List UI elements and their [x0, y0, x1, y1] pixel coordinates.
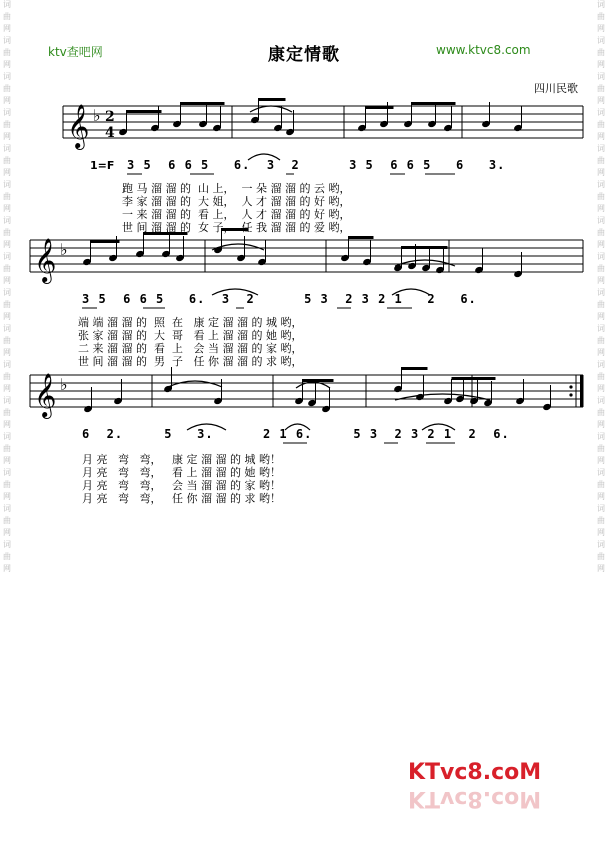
note-beam: [181, 102, 225, 105]
note-beam: [402, 367, 428, 370]
slur: [395, 260, 455, 266]
song-title: 康定情歌: [268, 45, 340, 65]
jianpu-line-1: 3 5 6 6 5 6. 3 2 3 5 6 6 5 6 3.: [127, 158, 506, 172]
note-beam: [452, 377, 496, 380]
treble-clef-icon: 𝄞: [34, 238, 57, 282]
site-logo-reflection: KTvc8.coM: [408, 786, 542, 811]
note-beam: [127, 110, 162, 113]
lyrics-line3-verse2: 月 亮 弯 弯， 看 上 溜 溜 的 她 哟！: [82, 466, 281, 479]
lyrics-line3-verse4: 月 亮 弯 弯， 任 你 溜 溜 的 求 哟！: [82, 492, 281, 505]
lyrics-line2-verse3: 二 来 溜 溜 的 看 上 会 当 溜 溜 的 家 哟，: [78, 342, 303, 355]
note-beam: [91, 240, 120, 243]
slur: [168, 381, 222, 387]
lyrics-line1-verse4: 世 间 溜 溜 的 女 子， 任 我 溜 溜 的 爱 哟，: [122, 221, 351, 234]
site-url-right[interactable]: www.ktvc8.com: [436, 43, 531, 57]
right-watermark-strip: 词 曲 网 词 曲 网 词 曲 网 词 曲 网 词 曲 网 词 曲 网 词 曲 网 词 曲 网 词 曲 网 词 曲 网 词 曲 网 词 曲 网 词 曲 网 词 曲 网 词 曲 网 词 曲 网: [597, 0, 605, 573]
flat-icon: ♭: [60, 240, 68, 259]
final-barline: [580, 375, 583, 407]
treble-clef-icon: 𝄞: [67, 104, 90, 148]
lyrics-line1-verse1: 跑 马 溜 溜 的 山 上， 一 朵 溜 溜 的 云 哟，: [122, 182, 351, 195]
jianpu-line-2: 3 5 6 6 5 6. 3 2 5 3 2 3 2 1 2 6.: [82, 292, 477, 306]
lyrics-line1-verse3: 一 来 溜 溜 的 看 上， 人 才 溜 溜 的 好 哟，: [122, 208, 351, 221]
song-attribution: 四川民歌: [534, 82, 578, 95]
note-beam: [303, 379, 334, 382]
lyrics-line2-verse4: 世 间 溜 溜 的 男 子 任 你 溜 溜 的 求 哟，: [78, 355, 303, 368]
slur: [250, 106, 292, 112]
lyrics-line1-verse2: 李 家 溜 溜 的 大 姐， 人 才 溜 溜 的 好 哟，: [122, 195, 351, 208]
flat-icon: ♭: [60, 375, 68, 394]
time-sig-top: 2: [105, 109, 115, 125]
time-sig-bottom: 4: [105, 125, 115, 141]
note-beam: [349, 236, 374, 239]
note-beam: [259, 98, 286, 101]
treble-clef-icon: 𝄞: [34, 373, 57, 417]
flat-icon: ♭: [93, 106, 101, 125]
repeat-dot: [569, 385, 572, 388]
site-name-left[interactable]: ktv查吧网: [48, 45, 103, 59]
lyrics-line2-verse2: 张 家 溜 溜 的 大 哥 看 上 溜 溜 的 她 哟，: [78, 329, 303, 342]
left-watermark-strip: 词 曲 网 词 曲 网 词 曲 网 词 曲 网 词 曲 网 词 曲 网 词 曲 网 词 曲 网 词 曲 网 词 曲 网 词 曲 网 词 曲 网 词 曲 网 词 曲 网 词 曲 网 词 曲 网: [3, 0, 11, 573]
note-beam: [366, 106, 394, 109]
repeat-dot: [569, 393, 572, 396]
jianpu-line-3: 6 2. 5 3. 2 1 6. 5 3 2 3 2 1 2 6.: [82, 427, 510, 441]
note-beam: [412, 102, 456, 105]
lyrics-line3-verse3: 月 亮 弯 弯， 会 当 溜 溜 的 家 哟！: [82, 479, 281, 492]
lyrics-line2-verse1: 端 端 溜 溜 的 照 在 康 定 溜 溜 的 城 哟，: [78, 316, 303, 329]
lyrics-line3-verse1: 月 亮 弯 弯， 康 定 溜 溜 的 城 哟！: [82, 453, 281, 466]
key-signature: 1=F: [90, 159, 115, 172]
site-logo: KTvc8.coM: [408, 760, 542, 785]
note-beam: [402, 246, 448, 249]
